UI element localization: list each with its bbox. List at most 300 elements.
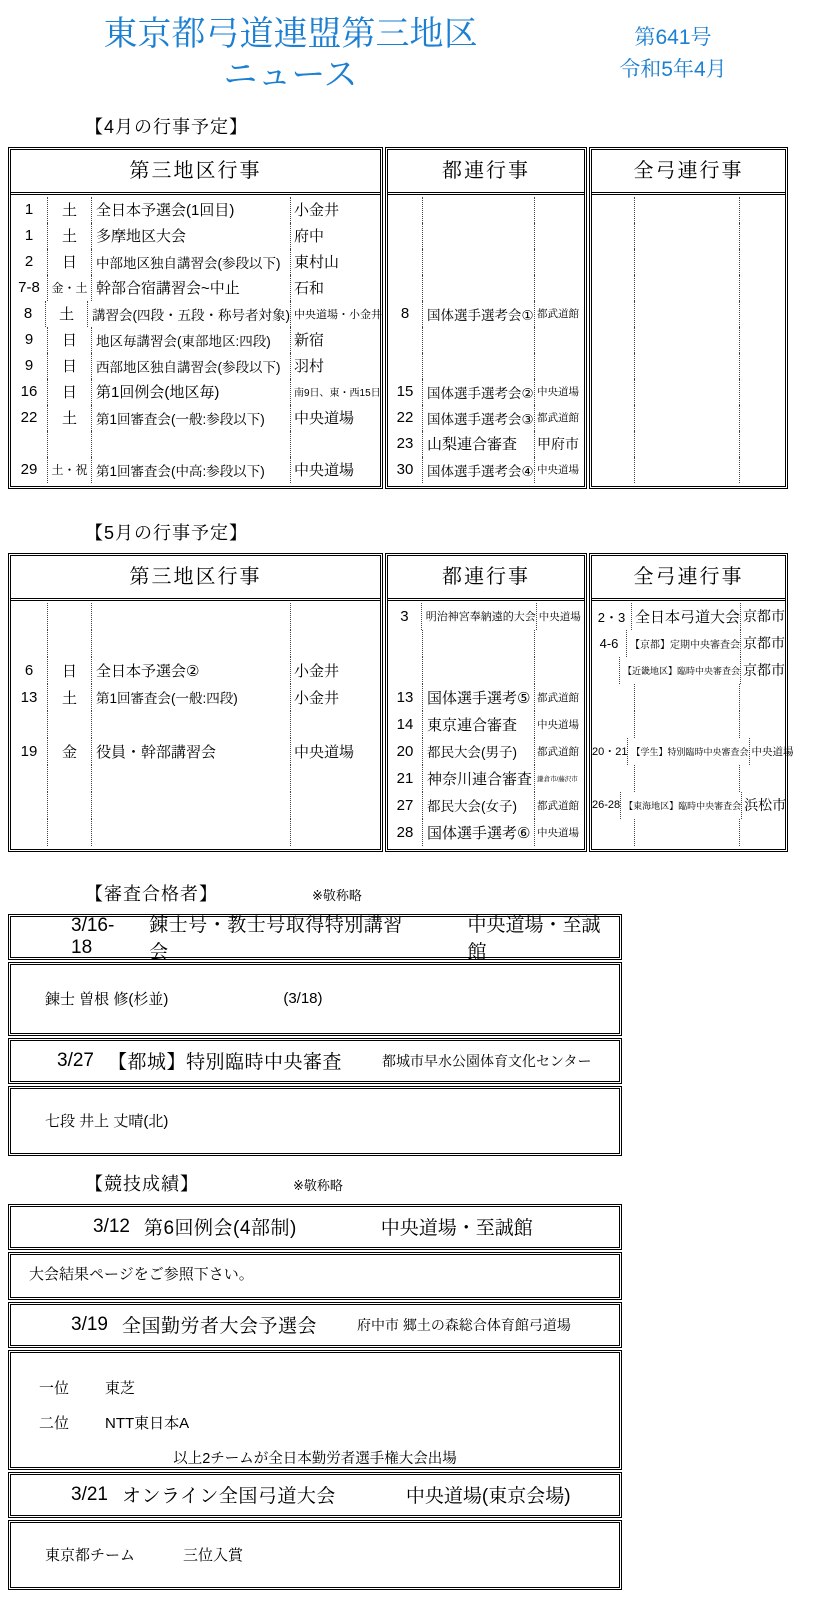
date-cell bbox=[592, 457, 634, 483]
day-cell bbox=[47, 765, 91, 792]
event-cell: 国体選手選考会③ bbox=[422, 405, 534, 431]
event-cell bbox=[91, 765, 290, 792]
table-row bbox=[592, 765, 785, 792]
results-section-title: 【競技成績】 bbox=[85, 1173, 199, 1194]
reikai-date: 3/12 bbox=[93, 1215, 130, 1237]
date-cell: 21 bbox=[396, 769, 414, 787]
event-cell: 全日本予選会(1回目) bbox=[91, 197, 290, 223]
april-district-header: 第三地区行事 bbox=[11, 150, 380, 195]
venue-cell: 新宿 bbox=[290, 327, 380, 353]
table-row bbox=[11, 738, 380, 765]
examination-section-label bbox=[85, 880, 815, 906]
venue-cell bbox=[739, 197, 785, 223]
date-cell: 13 bbox=[20, 688, 38, 706]
reikai-title: 第6回例会(4部制) bbox=[143, 1218, 297, 1240]
may-district-column bbox=[8, 553, 383, 852]
event-cell bbox=[634, 327, 739, 353]
table-row bbox=[388, 738, 584, 765]
venue-cell bbox=[739, 405, 785, 431]
table-row bbox=[388, 249, 584, 275]
issue-date: 令和5年4月 bbox=[619, 57, 727, 81]
table-row bbox=[592, 603, 785, 630]
venue-cell bbox=[290, 765, 380, 792]
day-cell: 日 bbox=[47, 353, 91, 379]
date-cell bbox=[11, 765, 47, 792]
honorifics-omitted-note: ※敬称略 bbox=[312, 887, 362, 903]
venue-cell: 京都市 bbox=[740, 603, 785, 630]
online-result-box bbox=[8, 1520, 622, 1590]
april-section-title: 【4月の行事予定】 bbox=[85, 116, 249, 137]
date-cell: 1 bbox=[24, 227, 34, 245]
venue-cell bbox=[534, 223, 584, 249]
venue-cell: 中央道場 bbox=[534, 379, 584, 405]
venue-cell: 小金井 bbox=[290, 657, 380, 684]
venue-cell bbox=[534, 630, 584, 657]
date-cell bbox=[592, 275, 634, 301]
table-row bbox=[592, 223, 785, 249]
rank-label: 二位 bbox=[39, 1414, 70, 1432]
newsletter-title bbox=[8, 14, 573, 97]
venue-cell bbox=[739, 275, 785, 301]
date-cell bbox=[592, 327, 634, 353]
venue-cell bbox=[739, 379, 785, 405]
date-cell bbox=[592, 379, 634, 405]
title-line2: ニュース bbox=[223, 56, 358, 95]
venue-cell: 石和 bbox=[290, 275, 380, 301]
table-row bbox=[592, 327, 785, 353]
event-cell bbox=[91, 603, 290, 630]
table-row bbox=[388, 630, 584, 657]
event-cell bbox=[634, 711, 739, 738]
venue-cell: 中央道場 bbox=[290, 738, 380, 765]
reikai-venue: 中央道場・至誠館 bbox=[380, 1218, 533, 1240]
event-cell bbox=[634, 197, 739, 223]
may-toren-rows bbox=[388, 601, 584, 849]
date-cell: 27 bbox=[396, 796, 414, 814]
event-cell: 全日本予選会② bbox=[91, 657, 290, 684]
issue-info bbox=[573, 22, 773, 85]
april-zenkyuren-column bbox=[589, 147, 788, 489]
day-cell bbox=[47, 431, 91, 457]
day-cell bbox=[47, 792, 91, 819]
table-row bbox=[11, 197, 380, 223]
venue-cell: 都武道館 bbox=[534, 405, 584, 431]
reikai-result-box bbox=[8, 1252, 622, 1300]
table-row bbox=[592, 405, 785, 431]
exam-date: 3/27 bbox=[57, 1049, 94, 1071]
table-row bbox=[592, 457, 785, 483]
venue-cell: 京都市 bbox=[740, 657, 785, 684]
venue-cell bbox=[290, 711, 380, 738]
april-schedule-table bbox=[8, 147, 788, 489]
event-cell bbox=[634, 457, 739, 483]
table-row bbox=[388, 405, 584, 431]
event-cell bbox=[91, 630, 290, 657]
masthead bbox=[8, 14, 815, 97]
table-row bbox=[592, 630, 785, 657]
april-zenkyuren-header: 全弓連行事 bbox=[592, 150, 785, 195]
venue-cell bbox=[739, 765, 785, 792]
event-cell: 多摩地区大会 bbox=[91, 223, 290, 249]
date-cell bbox=[592, 249, 634, 275]
table-row bbox=[11, 819, 380, 846]
day-cell: 日 bbox=[47, 327, 91, 353]
venue-cell bbox=[534, 275, 584, 301]
day-cell: 土・祝 bbox=[47, 457, 91, 483]
kinrosha-result-box bbox=[8, 1350, 622, 1470]
kinrosha-note: 以上2チームが全日本勤労者選手権大会出場 bbox=[173, 1450, 457, 1467]
venue-cell: 東村山 bbox=[290, 249, 380, 275]
table-row bbox=[592, 249, 785, 275]
event-cell bbox=[634, 431, 739, 457]
venue-cell: 中央道場・小金井 bbox=[290, 301, 380, 327]
table-row bbox=[592, 738, 794, 765]
date-cell bbox=[388, 657, 422, 684]
passer-date: (3/18) bbox=[283, 990, 323, 1008]
venue-cell: 京都市 bbox=[740, 630, 785, 657]
table-row bbox=[592, 197, 785, 223]
table-row bbox=[388, 353, 584, 379]
online-date: 3/21 bbox=[71, 1483, 108, 1505]
date-cell bbox=[388, 249, 422, 275]
event-cell: 神奈川連合審査 bbox=[422, 765, 534, 792]
may-section-title: 【5月の行事予定】 bbox=[85, 522, 249, 543]
venue-cell bbox=[290, 792, 380, 819]
table-row bbox=[388, 819, 584, 846]
event-cell bbox=[634, 684, 739, 711]
date-cell bbox=[592, 301, 634, 327]
table-row bbox=[388, 301, 584, 327]
table-row bbox=[11, 457, 380, 483]
event-cell bbox=[91, 792, 290, 819]
april-district-rows bbox=[11, 195, 380, 486]
kinrosha-title: 全国勤労者大会予選会 bbox=[121, 1316, 317, 1338]
event-cell: 第1回例会(地区毎) bbox=[91, 379, 290, 405]
venue-cell: 中央道場 bbox=[290, 457, 380, 483]
event-cell bbox=[422, 275, 534, 301]
event-cell bbox=[422, 657, 534, 684]
table-row bbox=[11, 405, 380, 431]
table-row bbox=[592, 792, 785, 819]
date-cell: 7-8 bbox=[18, 279, 40, 297]
date-cell: 20 bbox=[396, 742, 414, 760]
day-cell: 土 bbox=[47, 684, 91, 711]
table-row bbox=[11, 603, 380, 630]
table-row bbox=[388, 275, 584, 301]
event-cell: 【学生】特別臨時中央審査会 bbox=[627, 738, 748, 765]
event-cell bbox=[634, 379, 739, 405]
event-cell bbox=[634, 249, 739, 275]
day-cell bbox=[47, 819, 91, 846]
table-row bbox=[11, 301, 380, 327]
venue-cell: 中央道場 bbox=[534, 711, 584, 738]
venue-cell bbox=[534, 249, 584, 275]
venue-cell bbox=[290, 819, 380, 846]
date-cell bbox=[388, 327, 422, 353]
ranking-row bbox=[39, 1412, 619, 1433]
table-row bbox=[592, 711, 785, 738]
date-cell bbox=[388, 630, 422, 657]
date-cell: 2・3 bbox=[597, 609, 626, 625]
date-cell bbox=[388, 223, 422, 249]
table-row bbox=[592, 379, 785, 405]
date-cell bbox=[388, 275, 422, 301]
date-cell: 23 bbox=[396, 435, 414, 453]
venue-cell bbox=[534, 197, 584, 223]
venue-cell: 中央道場 bbox=[290, 405, 380, 431]
table-row bbox=[592, 431, 785, 457]
date-cell bbox=[592, 711, 634, 738]
table-row bbox=[11, 711, 380, 738]
date-cell: 9 bbox=[24, 331, 34, 349]
event-cell bbox=[634, 275, 739, 301]
course-title: 錬士号・教士号取得特別講習会 bbox=[149, 914, 403, 963]
event-cell bbox=[422, 197, 534, 223]
venue-cell bbox=[739, 684, 785, 711]
event-cell bbox=[422, 223, 534, 249]
event-cell: 全日本弓道大会 bbox=[631, 603, 740, 630]
course-result-box bbox=[8, 962, 622, 1036]
kinrosha-date: 3/19 bbox=[71, 1313, 108, 1335]
venue-cell: 都武道館 bbox=[534, 684, 584, 711]
course-header-box bbox=[8, 914, 622, 963]
date-cell: 8 bbox=[23, 305, 33, 323]
venue-cell bbox=[290, 603, 380, 630]
date-cell bbox=[11, 711, 47, 738]
date-cell bbox=[592, 223, 634, 249]
venue-cell bbox=[739, 431, 785, 457]
event-cell bbox=[422, 249, 534, 275]
venue-cell bbox=[739, 327, 785, 353]
may-district-rows bbox=[11, 601, 380, 849]
date-cell bbox=[592, 353, 634, 379]
april-toren-column bbox=[385, 147, 587, 489]
exam-venue: 都城市早水公園体育文化センター bbox=[382, 1052, 592, 1069]
course-venue: 中央道場・至誠館 bbox=[467, 914, 601, 963]
date-cell bbox=[11, 603, 47, 630]
day-cell: 土 bbox=[47, 223, 91, 249]
date-cell: 4-6 bbox=[599, 635, 619, 651]
day-cell: 土 bbox=[45, 301, 87, 327]
event-cell: 山梨連合審査 bbox=[422, 431, 534, 457]
venue-cell bbox=[739, 353, 785, 379]
event-cell: 【東海地区】臨時中央審査会 bbox=[620, 792, 741, 819]
table-row bbox=[592, 657, 785, 684]
date-cell bbox=[592, 657, 619, 684]
date-cell: 1 bbox=[24, 201, 34, 219]
event-cell: 中部地区独自講習会(参段以下) bbox=[91, 249, 290, 275]
event-cell: 第1回審査会(一般:参段以下) bbox=[91, 405, 290, 431]
event-cell: 国体選手選考会① bbox=[422, 301, 534, 327]
honorifics-omitted-note: ※敬称略 bbox=[293, 1177, 343, 1193]
date-cell: 22 bbox=[396, 409, 414, 427]
date-cell: 26-28 bbox=[592, 799, 621, 812]
event-cell: 都民大会(女子) bbox=[422, 792, 534, 819]
table-row bbox=[592, 819, 785, 846]
venue-cell bbox=[739, 223, 785, 249]
ranking-row bbox=[39, 1377, 619, 1398]
date-cell: 6 bbox=[24, 661, 34, 679]
date-cell bbox=[11, 431, 47, 457]
team-name: NTT東日本A bbox=[105, 1414, 190, 1432]
date-cell bbox=[592, 197, 634, 223]
table-row bbox=[11, 792, 380, 819]
table-row bbox=[388, 223, 584, 249]
date-cell bbox=[388, 353, 422, 379]
date-cell bbox=[592, 405, 634, 431]
award-text: 三位入賞 bbox=[183, 1547, 244, 1565]
april-toren-rows bbox=[388, 195, 584, 486]
venue-cell: 都武道館 bbox=[534, 301, 584, 327]
day-cell: 日 bbox=[47, 657, 91, 684]
venue-cell bbox=[534, 353, 584, 379]
team-name: 東芝 bbox=[105, 1379, 136, 1397]
online-header-box bbox=[8, 1472, 622, 1518]
venue-cell bbox=[739, 249, 785, 275]
may-district-header: 第三地区行事 bbox=[11, 556, 380, 601]
table-row bbox=[11, 431, 380, 457]
event-cell bbox=[634, 765, 739, 792]
table-row bbox=[592, 301, 785, 327]
may-toren-header: 都連行事 bbox=[388, 556, 584, 601]
venue-cell: 小金井 bbox=[290, 197, 380, 223]
date-cell bbox=[592, 765, 634, 792]
results-section-label bbox=[85, 1170, 815, 1196]
online-venue: 中央道場(東京会場) bbox=[405, 1486, 571, 1508]
table-row bbox=[11, 684, 380, 711]
event-cell bbox=[91, 819, 290, 846]
event-cell bbox=[634, 301, 739, 327]
date-cell: 19 bbox=[20, 742, 38, 760]
table-row bbox=[11, 765, 380, 792]
event-cell: 地区毎講習会(東部地区:四段) bbox=[91, 327, 290, 353]
day-cell: 金 bbox=[47, 738, 91, 765]
date-cell bbox=[592, 819, 634, 846]
table-row bbox=[11, 275, 380, 301]
date-cell: 28 bbox=[396, 823, 414, 841]
exam-result-box bbox=[8, 1086, 622, 1156]
table-row bbox=[11, 223, 380, 249]
event-cell: 明治神宮奉納遠的大会 bbox=[421, 603, 536, 630]
event-cell bbox=[634, 353, 739, 379]
date-cell bbox=[592, 684, 634, 711]
date-cell bbox=[11, 819, 47, 846]
table-row bbox=[388, 379, 584, 405]
event-cell: 国体選手選考会② bbox=[422, 379, 534, 405]
venue-cell: 中央道場 bbox=[534, 819, 584, 846]
date-cell: 9 bbox=[24, 357, 34, 375]
examination-section-title: 【審査合格者】 bbox=[85, 883, 218, 904]
table-row bbox=[388, 792, 584, 819]
event-cell bbox=[91, 431, 290, 457]
venue-cell: 中央道場 bbox=[536, 603, 584, 630]
april-district-column bbox=[8, 147, 383, 489]
rank-label: 一位 bbox=[39, 1379, 70, 1397]
table-row bbox=[388, 711, 584, 738]
course-date: 3/16-18 bbox=[71, 914, 115, 958]
event-cell: 役員・幹部講習会 bbox=[91, 738, 290, 765]
event-cell bbox=[422, 353, 534, 379]
event-cell bbox=[91, 711, 290, 738]
table-row bbox=[388, 457, 584, 483]
venue-cell: 甲府市 bbox=[534, 431, 584, 457]
table-row bbox=[11, 327, 380, 353]
event-cell: 国体選手選考会④ bbox=[422, 457, 534, 483]
table-row bbox=[388, 197, 584, 223]
table-row bbox=[388, 765, 584, 792]
results-boxes bbox=[8, 1204, 622, 1590]
kinrosha-venue: 府中市 郷土の森総合体育館弓道場 bbox=[357, 1316, 571, 1333]
date-cell: 14 bbox=[396, 715, 414, 733]
event-cell bbox=[422, 327, 534, 353]
date-cell: 29 bbox=[20, 461, 38, 479]
table-row bbox=[11, 630, 380, 657]
event-cell: 【近畿地区】臨時中央審査会 bbox=[619, 657, 740, 684]
venue-cell bbox=[739, 457, 785, 483]
day-cell bbox=[47, 711, 91, 738]
reikai-header-box bbox=[8, 1204, 622, 1250]
issue-number: 第641号 bbox=[634, 26, 712, 49]
table-row bbox=[592, 275, 785, 301]
day-cell bbox=[47, 630, 91, 657]
date-cell: 3 bbox=[400, 607, 409, 625]
venue-cell bbox=[534, 657, 584, 684]
table-row bbox=[388, 684, 584, 711]
date-cell bbox=[592, 431, 634, 457]
table-row bbox=[11, 657, 380, 684]
event-cell: 【京都】定期中央審査会 bbox=[626, 630, 740, 657]
event-cell: 第1回審査会(中高:参段以下) bbox=[91, 457, 290, 483]
venue-cell bbox=[290, 431, 380, 457]
date-cell: 22 bbox=[20, 409, 38, 427]
venue-cell: 羽村 bbox=[290, 353, 380, 379]
venue-cell bbox=[739, 711, 785, 738]
table-row bbox=[11, 249, 380, 275]
event-cell: 幹部合宿講習会~中止 bbox=[91, 275, 290, 301]
title-line1: 東京都弓道連盟第三地区 bbox=[103, 15, 478, 53]
day-cell: 日 bbox=[47, 249, 91, 275]
day-cell: 金・土 bbox=[47, 275, 91, 301]
event-cell: 国体選手選考⑥ bbox=[422, 819, 534, 846]
event-cell: 講習会(四段・五段・称号者対象) bbox=[87, 301, 290, 327]
day-cell: 日 bbox=[47, 379, 91, 405]
event-cell: 都民大会(男子) bbox=[422, 738, 534, 765]
date-cell bbox=[388, 197, 422, 223]
day-cell bbox=[47, 603, 91, 630]
date-cell: 15 bbox=[396, 383, 414, 401]
event-cell: 第1回審査会(一般:四段) bbox=[91, 684, 290, 711]
venue-cell: 浜松市 bbox=[741, 792, 786, 819]
may-zenkyuren-rows bbox=[592, 601, 794, 849]
april-toren-header: 都連行事 bbox=[388, 150, 584, 195]
event-cell: 国体選手選考⑤ bbox=[422, 684, 534, 711]
may-section-label bbox=[85, 519, 815, 545]
date-cell bbox=[11, 792, 47, 819]
venue-cell bbox=[290, 630, 380, 657]
april-section-label bbox=[85, 113, 815, 139]
venue-cell: 小金井 bbox=[290, 684, 380, 711]
event-cell bbox=[634, 223, 739, 249]
table-row bbox=[592, 684, 785, 711]
may-toren-column bbox=[385, 553, 587, 852]
date-cell: 16 bbox=[20, 383, 38, 401]
venue-cell: 都武道館 bbox=[534, 738, 584, 765]
date-cell: 8 bbox=[400, 305, 410, 323]
venue-cell: 府中 bbox=[290, 223, 380, 249]
may-schedule-table bbox=[8, 553, 794, 852]
venue-cell: 中央道場 bbox=[749, 738, 794, 765]
table-row bbox=[388, 657, 584, 684]
